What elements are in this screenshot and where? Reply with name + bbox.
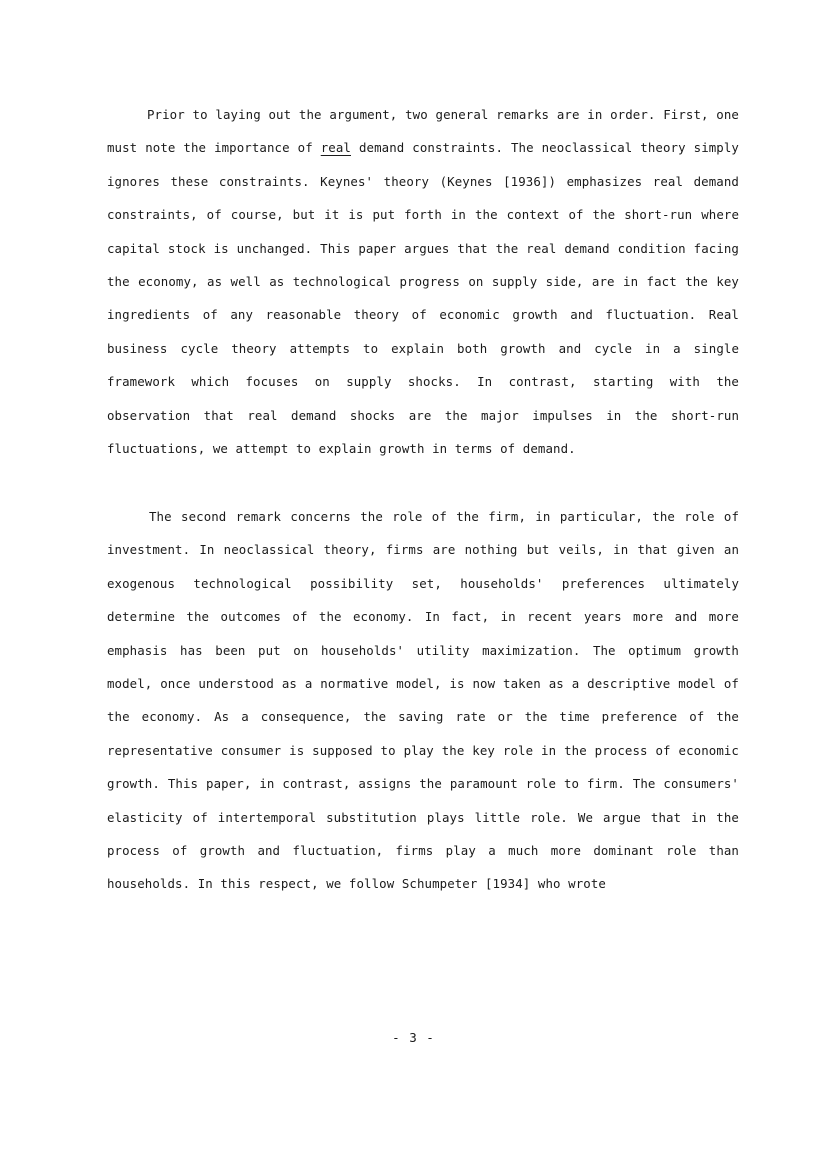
paragraph-text-rest: demand constraints. The neoclassical theory simply ignores these constraints. Keynes' theory (Keynes [1936]) emphasizes real demand constraints, of course, but it is put forth in the context of the short-run where capital stock is unchanged. This paper argues that the real demand condition facing the economy, as well as technological progress on supply side, are in fact the key ingredients of any reasonable theory of economic growth and fluctuation. Real business cycle theory attempts to explain both growth and cycle in a single framework which focuses on supply shocks. In contrast, starting with the observation that real demand shocks are the major impulses in the short-run fluctuations, we attempt to explain growth in terms of demand. [107, 140, 739, 457]
paragraph-role-of-firm [107, 500, 739, 901]
page-number: - 3 - [392, 1030, 435, 1045]
paragraph-text-start: Prior to laying out the argument, two general remarks are in order. First, one must note the importance of [107, 107, 739, 156]
paragraph-demand-constraints [107, 98, 739, 465]
underlined-word-real: real [320, 140, 351, 156]
paragraph-text: The second remark concerns the role of the firm, in particular, the role of investment. In neoclassical theory, firms are nothing but veils, in that given an exogenous technological possibility set, households' preferences ultimately determine the outcomes of the economy. In fact, in recent years more and more emphasis has been put on households' utility maximization. The optimum growth model, once understood as a normative model, is now taken as a descriptive model of the economy. As a consequence, the saving rate or the time preference of the representative consumer is supposed to play the key role in the process of economic growth. This paper, in contrast, assigns the paramount role to firm. The consumers' elasticity of intertemporal substitution plays little role. We argue that in the process of growth and fluctuation, firms play a much more dominant role than households. In this respect, we follow Schumpeter [1934] who wrote [107, 509, 739, 892]
